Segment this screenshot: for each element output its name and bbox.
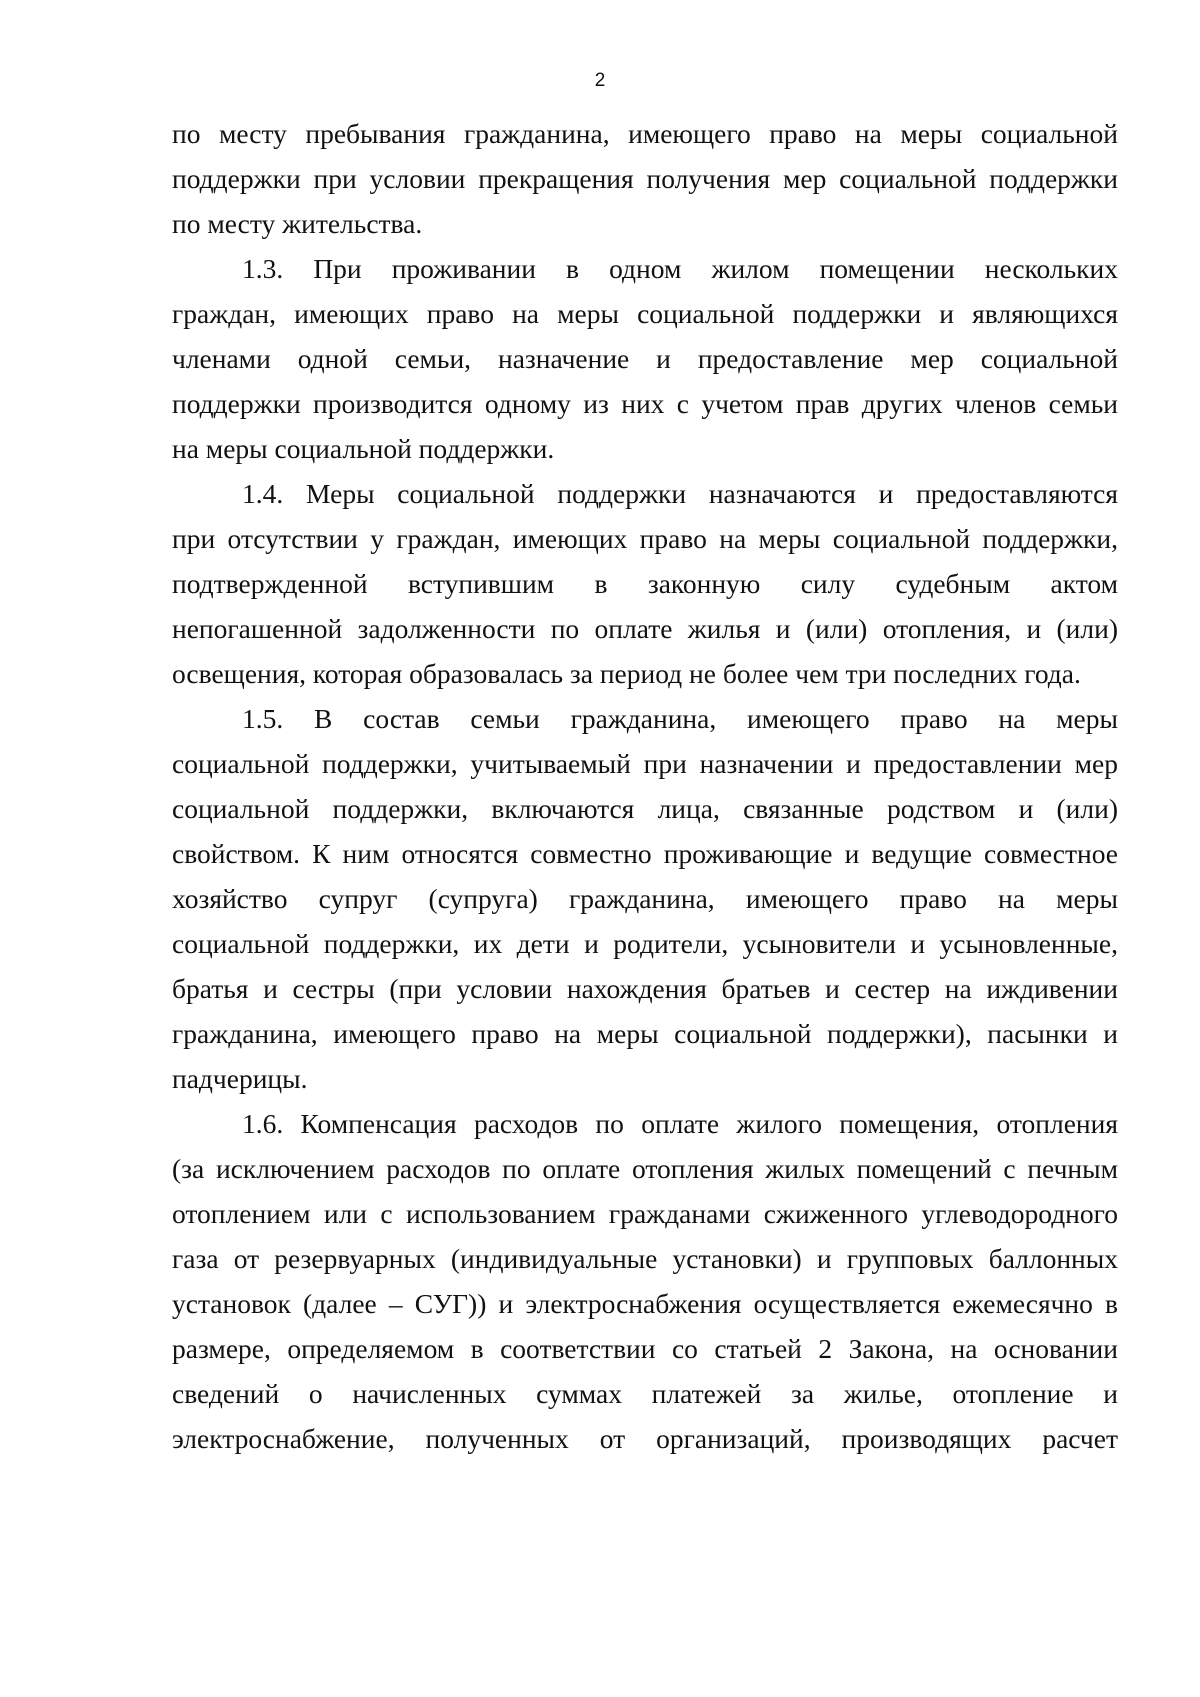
paragraph-1-6-first-line: 1.6. Компенсация расходов по оплате жилого помещения, отопления bbox=[242, 1108, 1118, 1139]
text-line: поддержки производится одному из них с учетом прав других членов семьи bbox=[172, 388, 1118, 419]
text-line: размере, определяемом в соответствии со статьей 2 Закона, на основании bbox=[172, 1333, 1118, 1364]
text-line: братья и сестры (при условии нахождения братьев и сестер на иждивении bbox=[172, 973, 1118, 1004]
paragraph-1-5-first-line: 1.5. В состав семьи гражданина, имеющего право на меры bbox=[242, 703, 1118, 734]
paragraph-1-3-first-line: 1.3. При проживании в одном жилом помещении нескольких bbox=[242, 253, 1118, 284]
text-line: социальной поддержки, учитываемый при назначении и предоставлении мер bbox=[172, 748, 1118, 779]
text-line: свойством. К ним относятся совместно проживающие и ведущие совместное bbox=[172, 838, 1118, 869]
text-line: отоплением или с использованием гражданами сжиженного углеводородного bbox=[172, 1198, 1118, 1229]
text-line: граждан, имеющих право на меры социальной поддержки и являющихся bbox=[172, 298, 1118, 329]
text-line: гражданина, имеющего право на меры социальной поддержки), пасынки и bbox=[172, 1018, 1118, 1049]
text-line: освещения, которая образовалась за период не более чем три последних года. bbox=[172, 658, 1081, 689]
text-line: социальной поддержки, их дети и родители, усыновители и усыновленные, bbox=[172, 928, 1118, 959]
text-line: поддержки при условии прекращения получения мер социальной поддержки bbox=[172, 163, 1118, 194]
text-line: на меры социальной поддержки. bbox=[172, 433, 555, 464]
text-line: падчерицы. bbox=[172, 1063, 308, 1094]
text-line: газа от резервуарных (индивидуальные установки) и групповых баллонных bbox=[172, 1243, 1118, 1274]
text-line: при отсутствии у граждан, имеющих право на меры социальной поддержки, bbox=[172, 523, 1118, 554]
text-line: членами одной семьи, назначение и предоставление мер социальной bbox=[172, 343, 1118, 374]
page-number: 2 bbox=[594, 70, 606, 91]
text-line: электроснабжение, полученных от организаций, производящих расчет bbox=[172, 1423, 1118, 1454]
text-line: социальной поддержки, включаются лица, связанные родством и (или) bbox=[172, 793, 1118, 824]
paragraph-1-4-first-line: 1.4. Меры социальной поддержки назначаются и предоставляются bbox=[242, 478, 1118, 509]
text-line: по месту пребывания гражданина, имеющего право на меры социальной bbox=[172, 118, 1118, 149]
text-line: по месту жительства. bbox=[172, 208, 423, 239]
text-line: подтвержденной вступившим в законную силу судебным актом bbox=[172, 568, 1118, 599]
text-line: сведений о начисленных суммах платежей за жилье, отопление и bbox=[172, 1378, 1118, 1409]
text-line: (за исключением расходов по оплате отопления жилых помещений с печным bbox=[172, 1153, 1118, 1184]
text-line: хозяйство супруг (супруга) гражданина, имеющего право на меры bbox=[172, 883, 1118, 914]
text-line: непогашенной задолженности по оплате жилья и (или) отопления, и (или) bbox=[172, 613, 1118, 644]
text-line: установок (далее – СУГ)) и электроснабжения осуществляется ежемесячно в bbox=[172, 1288, 1118, 1319]
